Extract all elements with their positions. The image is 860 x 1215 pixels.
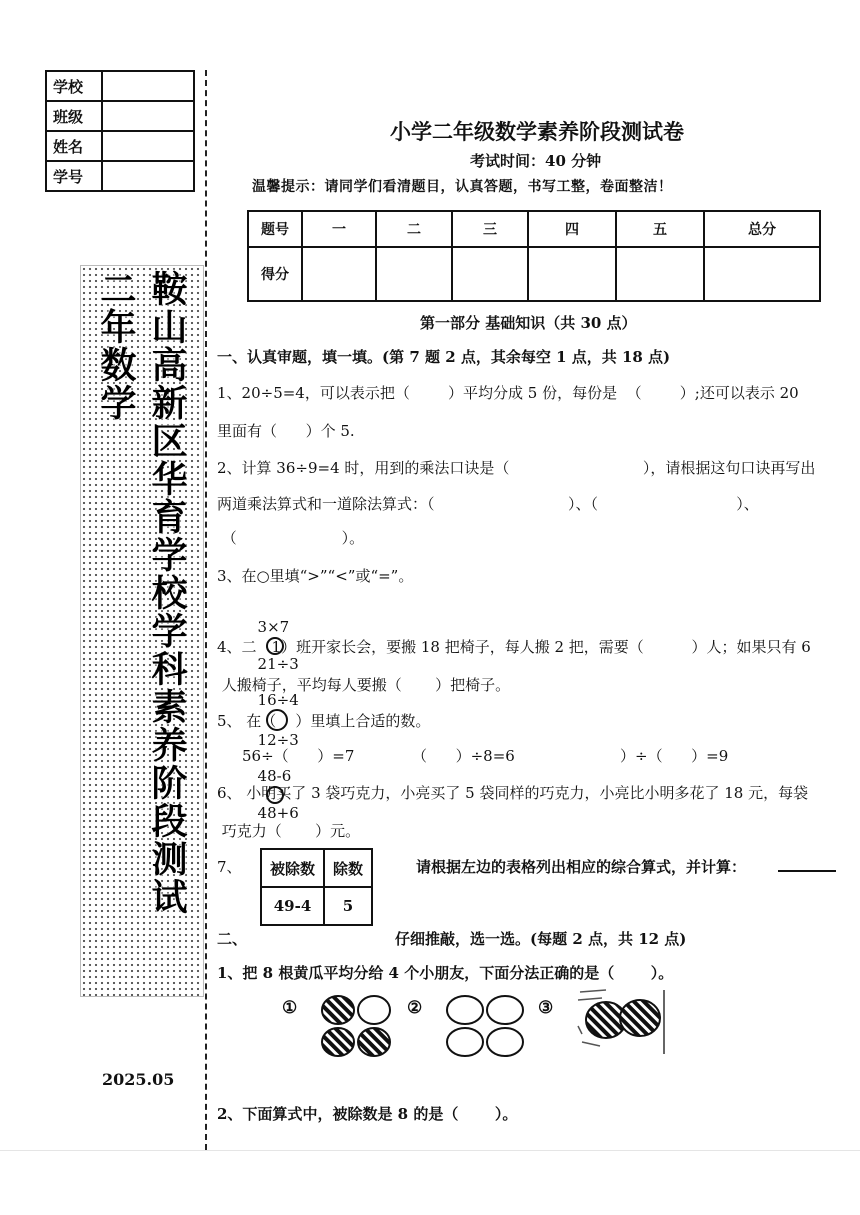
table-value-divisor: 5: [324, 887, 372, 925]
score-total-cell[interactable]: [704, 247, 820, 301]
option-1-label[interactable]: ①: [282, 998, 298, 1018]
empty-circle: [487, 1028, 523, 1056]
option-1-figure[interactable]: [318, 994, 398, 1060]
option-3-figure[interactable]: [576, 986, 668, 1058]
info-label: 姓名: [46, 131, 102, 161]
info-label: 学号: [46, 161, 102, 191]
hatched-circle: [322, 1028, 354, 1056]
question-4-line-2: 人搬椅子，平均每人要搬（ ）把椅子。: [217, 676, 511, 694]
vertical-banner-title: 鞍山高新区华育学校学科素养阶段测试 二年数学: [95, 270, 187, 916]
class-field[interactable]: [102, 101, 194, 131]
empty-circle: [447, 996, 483, 1024]
score-cell[interactable]: [376, 247, 452, 301]
question-2-line-1: 2、计算 36÷9=4 时，用到的乘法口诀是（ ），请根据这句口诀再写出: [217, 459, 816, 477]
question-7-answer-blank[interactable]: [778, 852, 836, 872]
exam-date: 2025.05: [102, 1070, 175, 1089]
score-header-cell: 三: [452, 211, 528, 247]
info-row-school: [46, 71, 194, 101]
score-header-cell: 一: [302, 211, 376, 247]
section-two-question-1: 1、把 8 根黄瓜平均分给 4 个小朋友，下面分法正确的是（ ）。: [217, 964, 674, 982]
warm-tip: 温馨提示：请同学们看清题目，认真答题，书写工整，卷面整洁！: [252, 179, 673, 195]
question-7-number: 7、: [217, 858, 242, 876]
school-field[interactable]: [102, 71, 194, 101]
section-two-heading: 仔细推敲，选一选。(每题 2 点，共 12 点): [395, 930, 687, 948]
page-title: 小学二年级数学素养阶段测试卷: [390, 119, 684, 144]
question-5-blank-b: （ ）÷8=6: [412, 747, 515, 765]
student-info-table: [45, 70, 195, 192]
section-two-question-2: 2、下面算式中，被除数是 8 的是（ ）。: [217, 1105, 518, 1123]
hatched-circle: [620, 1000, 660, 1036]
score-header-cell: 五: [616, 211, 704, 247]
info-row-name: [46, 131, 194, 161]
empty-circle: [447, 1028, 483, 1056]
question-7-table: [260, 848, 373, 926]
info-label: 学校: [46, 71, 102, 101]
question-5-blank-c: ）÷（ ）=9: [620, 747, 729, 765]
question-2-line-3: （ ）。: [217, 529, 365, 547]
option-3-label[interactable]: ③: [538, 998, 554, 1018]
hatched-circle: [358, 1028, 390, 1056]
score-table: [247, 210, 821, 302]
score-cell[interactable]: [528, 247, 616, 301]
question-5-blank-a: 56÷（ ）=7: [242, 747, 355, 765]
question-6-line-1: 6、 小明买了 3 袋巧克力，小亮买了 5 袋同样的巧克力，小亮比小明多花了 18 元，每袋: [217, 784, 809, 802]
score-header-cell: 四: [528, 211, 616, 247]
compare-b-left: 16÷4: [257, 691, 299, 709]
table-value-dividend: 49-4: [261, 887, 324, 925]
score-row-label: 得分: [248, 247, 302, 301]
score-header-cell: 二: [376, 211, 452, 247]
question-6-line-2: 巧克力（ ）元。: [217, 822, 361, 840]
compare-c-right: 48+6: [257, 804, 299, 822]
section-two-number: 二、: [217, 930, 248, 948]
empty-circle: [487, 996, 523, 1024]
info-row-class: [46, 101, 194, 131]
score-header-cell: 题号: [248, 211, 302, 247]
option-2-label[interactable]: ②: [407, 998, 423, 1018]
table-header-dividend: 被除数: [261, 849, 324, 887]
option-2-figure[interactable]: [444, 994, 528, 1060]
name-field[interactable]: [102, 131, 194, 161]
empty-circle: [358, 996, 390, 1024]
score-cell[interactable]: [302, 247, 376, 301]
question-1-line-1: 1、20÷5=4，可以表示把（ ）平均分成 5 份，每份是 （ ）;还可以表示 20: [217, 384, 799, 402]
question-3-heading: 3、在○里填“>”“<”或“=”。: [217, 567, 414, 585]
section-one-heading: 一、认真审题，填一填。(第 7 题 2 点，其余每空 1 点，共 18 点): [217, 348, 671, 366]
question-7-text: 请根据左边的表格列出相应的综合算式，并计算：: [416, 858, 747, 876]
question-2-line-2: 两道乘法算式和一道除法算式：（ ）、（ ）、: [217, 495, 759, 513]
compare-c-left: 48-6: [257, 767, 292, 785]
exam-time: 考试时间：40 分钟: [470, 152, 602, 170]
compare-a-right: 21÷3: [257, 655, 299, 673]
question-1-line-2: 里面有（ ）个 5.: [217, 422, 355, 440]
question-5-heading: 5、 在（ ）里填上合适的数。: [217, 712, 431, 730]
score-header-cell: 总分: [704, 211, 820, 247]
table-header-divisor: 除数: [324, 849, 372, 887]
page-bottom-divider: [0, 1150, 860, 1151]
info-row-id: [46, 161, 194, 191]
part-one-heading: 第一部分 基础知识（共 30 点）: [420, 314, 637, 332]
info-label: 班级: [46, 101, 102, 131]
hatched-circle: [322, 996, 354, 1024]
question-4-line-1: 4、二（1）班开家长会，要搬 18 把椅子，每人搬 2 把，需要（ ）人；如果只有 6: [217, 638, 811, 656]
score-cell[interactable]: [452, 247, 528, 301]
compare-a-left: 3×7: [257, 618, 290, 636]
score-cell[interactable]: [616, 247, 704, 301]
binding-dashed-line: [205, 70, 207, 1150]
student-id-field[interactable]: [102, 161, 194, 191]
compare-b-right: 12÷3: [257, 731, 299, 749]
